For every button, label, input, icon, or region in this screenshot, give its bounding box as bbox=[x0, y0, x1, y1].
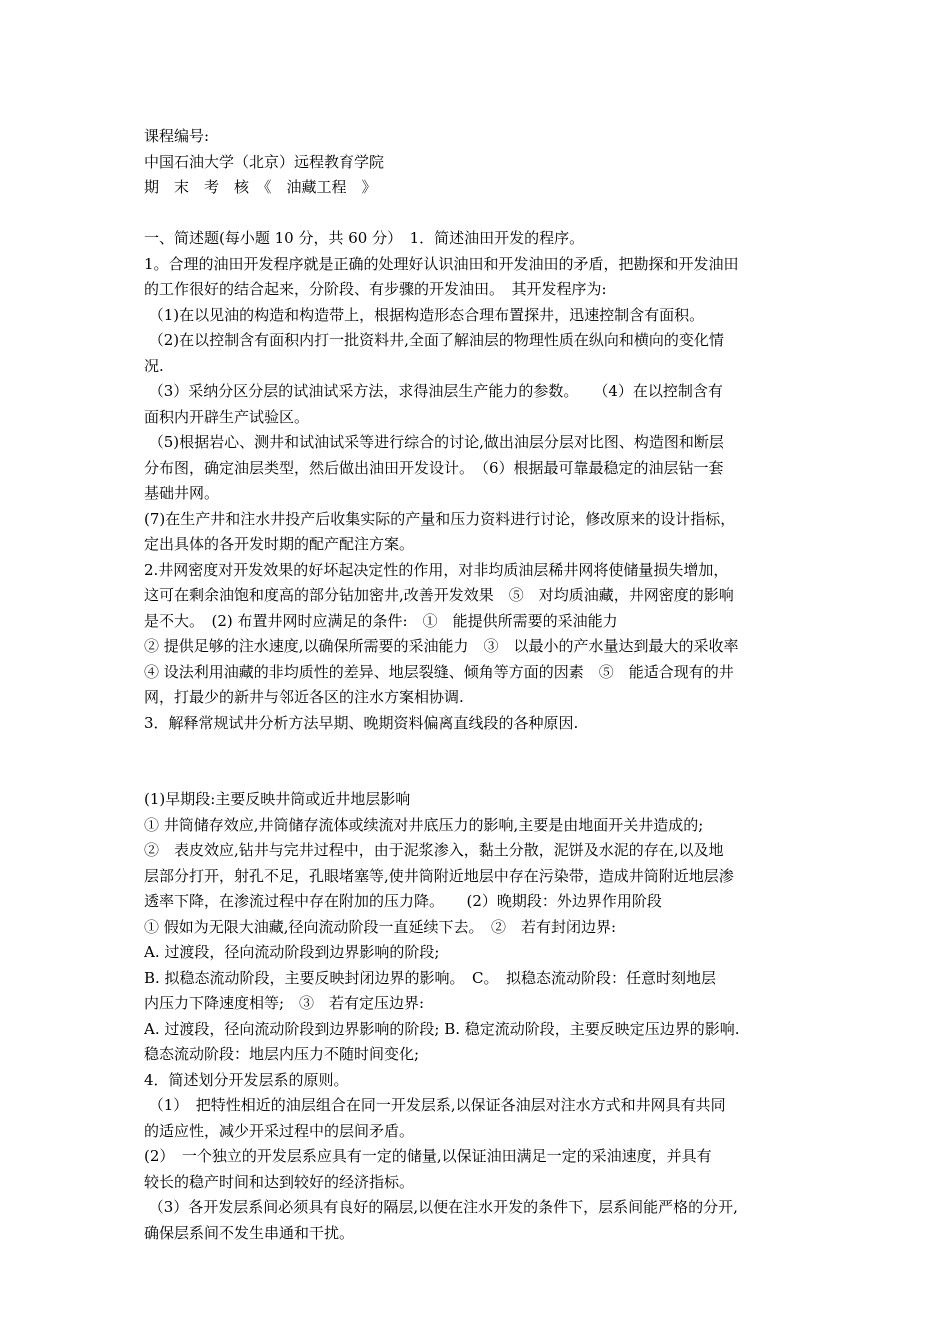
paragraph-line: （3）采纳分区分层的试油试采方法，求得油层生产能力的参数。 （4）在以控制含有 bbox=[144, 382, 723, 400]
paragraph-line: 面积内开辟生产试验区。 bbox=[144, 407, 310, 426]
spacer bbox=[144, 736, 816, 787]
paragraph-line: 这可在剩余油饱和度高的部分钻加密井,改善开发效果 ⑤ 对均质油藏，井网密度的影响 bbox=[144, 586, 734, 604]
paragraph-line: 内压力下降速度相等; ③ 若有定压边界: bbox=[144, 994, 425, 1012]
paragraph-line: 透率下降，在渗流过程中存在附加的压力降。 (2）晚期段：外边界作用阶段 bbox=[144, 892, 662, 910]
paragraph-line: 较长的稳产时间和达到较好的经济指标。 bbox=[144, 1172, 415, 1191]
paragraph-line: （5)根据岩心、测井和试油试采等进行综合的讨论,做出油层分层对比图、构造图和断层 bbox=[144, 433, 724, 451]
paragraph-line: ② 表皮效应,钻井与完井过程中，由于泥浆渗入，黏土分散，泥饼及水泥的存在,以及地 bbox=[144, 841, 724, 859]
paragraph-line: （1)在以见油的构造和构造带上，根据构造形态合理布置探井，迅速控制含有面积。 bbox=[144, 305, 705, 324]
paragraph-line: ④ 设法利用油藏的非均质性的差异、地层裂缝、倾角等方面的因素 ⑤ 能适合现有的井 bbox=[144, 662, 734, 681]
answer-section-2 bbox=[144, 787, 816, 1246]
paragraph-line: A. 过渡段，径向流动阶段到边界影响的阶段; B. 稳定流动阶段，主要反映定压边界的影响. bbox=[144, 1019, 740, 1038]
paragraph-line: （2)在以控制含有面积内打一批资料井,全面了解油层的物理性质在纵向和横向的变化情 bbox=[144, 331, 724, 349]
paragraph-line: 4．简述划分开发层系的原则。 bbox=[144, 1070, 349, 1089]
paragraph-line: B. 拟稳态流动阶段，主要反映封闭边界的影响。 C。 拟稳态流动阶段：任意时刻地层 bbox=[144, 968, 717, 987]
paragraph-line: (7)在生产井和注水井投产后收集实际的产量和压力资料进行讨论，修改原来的设计指标， bbox=[144, 509, 736, 528]
paragraph-line: (2） 一个独立的开发层系应具有一定的储量,以保证油田满足一定的采油速度，并具有 bbox=[144, 1147, 712, 1165]
paragraph-line: 基础井网。 bbox=[144, 484, 220, 502]
paragraph-line: ① 假如为无限大油藏,径向流动阶段一直延续下去。 ② 若有封闭边界: bbox=[144, 917, 617, 936]
paragraph-line: ② 提供足够的注水速度,以确保所需要的采油能力 ③ 以最小的产水量达到最大的采收率 bbox=[144, 637, 739, 655]
answer-section-1 bbox=[144, 226, 816, 736]
course-number: 课程编号: bbox=[144, 127, 210, 145]
paragraph-line: 1。合理的油田开发程序就是正确的处理好认识油田和开发油田的矛盾，把勘探和开发油田 bbox=[144, 254, 739, 273]
paragraph-line: 一、简述题(每小题 10 分，共 60 分） 1．简述油田开发的程序。 bbox=[144, 229, 585, 247]
paragraph-line: 2.井网密度对开发效果的好坏起决定性的作用，对非均质油层稀井网将使储量损失增加， bbox=[144, 560, 729, 579]
paragraph-line: 是不大。 (2) 布置井网时应满足的条件: ① 能提供所需要的采油能力 bbox=[144, 611, 618, 630]
paragraph-line: 的适应性，减少开采过程中的层间矛盾。 bbox=[144, 1121, 415, 1140]
paragraph-line: 3．解释常规试井分析方法早期、晚期资料偏离直线段的各种原因. bbox=[144, 713, 579, 732]
paragraph-line: 网，打最少的新井与邻近各区的注水方案相协调. bbox=[144, 688, 464, 706]
paragraph-line: 分布图，确定油层类型，然后做出油田开发设计。 （6）根据最可靠最稳定的油层钻一套 bbox=[144, 458, 724, 477]
paragraph-line: （3）各开发层系间必须具有良好的隔层,以便在注水开发的条件下，层系间能严格的分开, bbox=[144, 1198, 738, 1216]
paragraph-line: 稳态流动阶段：地层内压力不随时间变化; bbox=[144, 1045, 420, 1063]
spacer bbox=[144, 201, 816, 227]
document-body bbox=[144, 124, 816, 1246]
paragraph-line: 况. bbox=[144, 356, 164, 375]
paragraph-line: 定出具体的各开发时期的配产配注方案。 bbox=[144, 535, 415, 553]
paragraph-line: 层部分打开，射孔不足，孔眼堵塞等,使井筒附近地层中存在污染带，造成井筒附近地层渗 bbox=[144, 866, 734, 885]
exam-title: 期 末 考 核 《 油藏工程 》 bbox=[144, 178, 377, 196]
paragraph-line: (1)早期段:主要反映井筒或近井地层影响 bbox=[144, 790, 411, 808]
paragraph-line: 确保层系间不发生串通和干扰。 bbox=[144, 1223, 355, 1242]
paragraph-line: （1） 把特性相近的油层组合在同一开发层系,以保证各油层对注水方式和井网具有共同 bbox=[144, 1096, 726, 1114]
institution-name: 中国石油大学（北京）远程教育学院 bbox=[144, 152, 385, 171]
paragraph-line: A. 过渡段，径向流动阶段到边界影响的阶段; bbox=[144, 943, 440, 961]
paragraph-line: 的工作很好的结合起来，分阶段、有步骤的开发油田。 其开发程序为: bbox=[144, 280, 607, 298]
paragraph-line: ① 井筒储存效应,井筒储存流体或续流对井底压力的影响,主要是由地面开关井造成的; bbox=[144, 815, 704, 834]
